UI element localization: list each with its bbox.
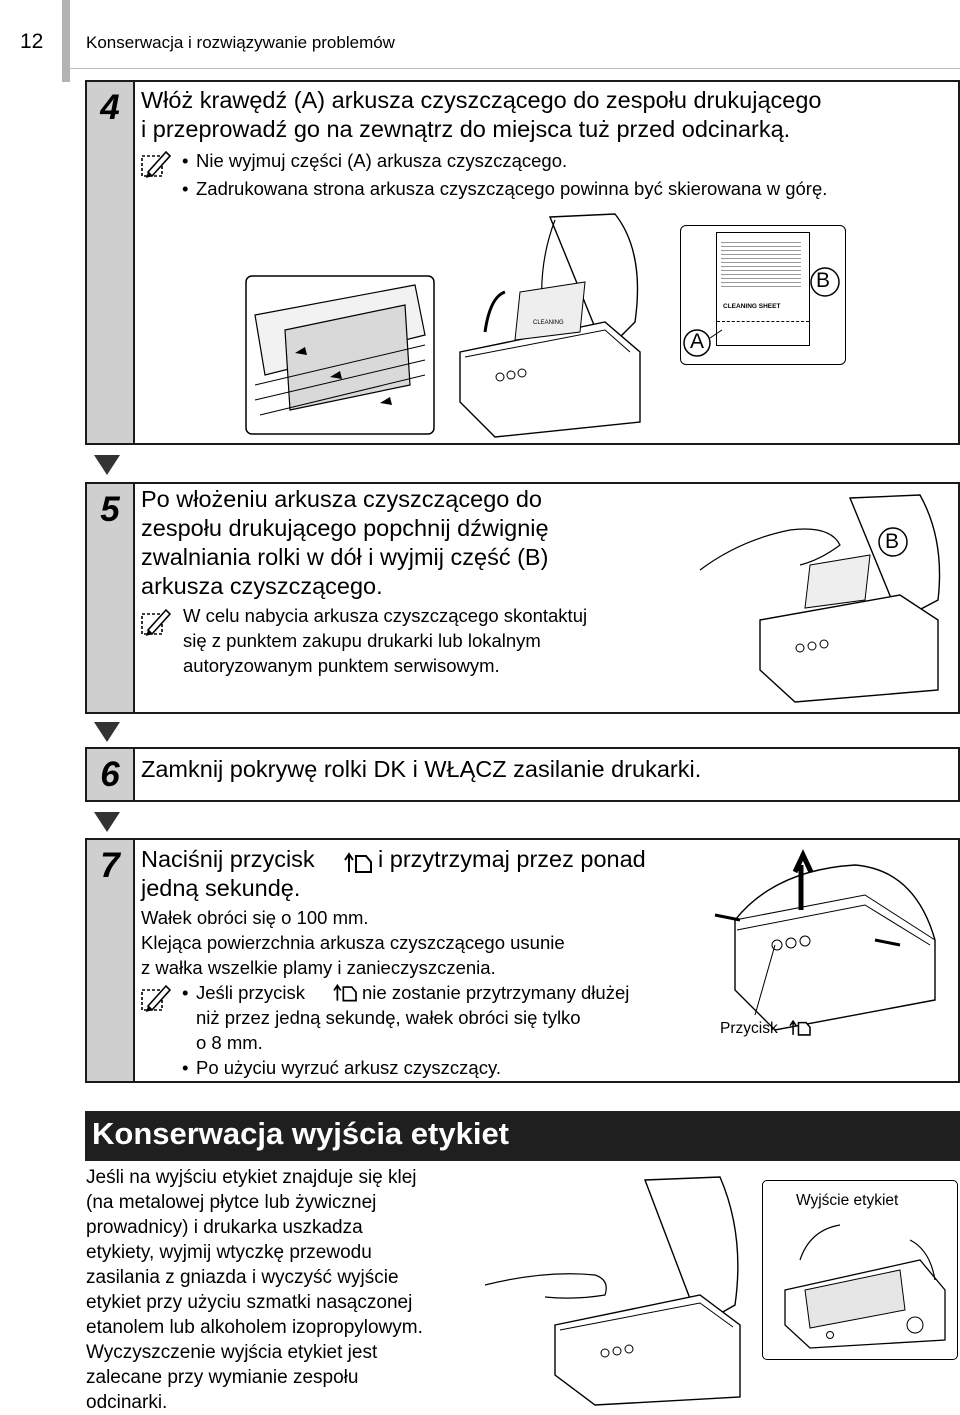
step-7-text-line2: jedną sekundę. [141, 875, 301, 901]
feed-button-icon [343, 850, 373, 876]
note-pencil-icon [140, 146, 174, 180]
maintenance-line: Wyczyszczenie wyjścia etykiet jest [86, 1342, 378, 1363]
step-number: 6 [100, 755, 120, 794]
step-5-note-line3: autoryzowanym punktem serwisowym. [183, 655, 500, 676]
printer-closed-illustration [715, 850, 950, 1040]
step-7-note1-line2: niż przez jedną sekundę, wałek obróci się tylko [196, 1007, 581, 1028]
step-number-column [87, 82, 135, 443]
step-7-sub-line1: Wałek obróci się o 100 mm. [141, 907, 369, 928]
label-b: B [885, 530, 900, 553]
label-output-closeup [780, 1220, 950, 1350]
step-7-text-line1-a: Naciśnij przycisk [141, 846, 315, 872]
step-5-text-line3: zwalniania rolki w dół i wyjmij część (B) [141, 544, 549, 570]
step-arrow-icon [94, 455, 120, 475]
step-number-column [87, 484, 135, 712]
step-4-text-line2: i przeprowadź go na zewnątrz do miejsca tuż przed odcinarką. [141, 116, 791, 142]
printer-open-illustration [455, 212, 655, 437]
printhead-closeup-illustration [245, 275, 435, 435]
step-4-note-1: • Nie wyjmuj części (A) arkusza czyszczącego. [196, 148, 567, 173]
step-number-column [87, 840, 135, 1081]
step-5-note-line2: się z punktem zakupu drukarki lub lokalnym [183, 630, 541, 651]
maintenance-line: (na metalowej płytce lub żywicznej [86, 1192, 377, 1213]
step-7-note1-a: • Jeśli przycisk [196, 980, 305, 1005]
maintenance-line: zalecane przy wymianie zespołu [86, 1367, 359, 1388]
step-number: 5 [100, 490, 120, 529]
maintenance-line: Jeśli na wyjściu etykiet znajduje się klej [86, 1167, 417, 1188]
note-pencil-icon [140, 604, 174, 638]
step-5-text-line1: Po włożeniu arkusza czyszczącego do [141, 486, 543, 512]
step-7-note2: • Po użyciu wyrzuć arkusz czyszczący. [196, 1055, 501, 1080]
step-4-note-2: • Zadrukowana strona arkusza czyszczącego powinna być skierowana w górę. [196, 176, 827, 201]
header-rule [70, 68, 960, 69]
button-callout-label: Przycisk [720, 1020, 778, 1037]
section-title: Konserwacja wyjścia etykiet [92, 1116, 510, 1151]
label-output-label: Wyjście etykiet [796, 1192, 899, 1209]
cleaning-sheet-label: CLEANING SHEET [723, 303, 781, 310]
step-arrow-icon [94, 722, 120, 742]
printer-cleaning-illustration [485, 1175, 750, 1405]
step-5-note-line1: W celu nabycia arkusza czyszczącego skontaktuj [183, 605, 588, 626]
maintenance-line: zasilania z gniazda i wyczyść wyjście [86, 1267, 399, 1288]
maintenance-line: etykiety, wyjmij wtyczkę przewodu [86, 1242, 372, 1263]
maintenance-line: etykiet przy użyciu szmatki nasączonej [86, 1292, 413, 1313]
maintenance-line: prowadnicy) i drukarka uszkadza [86, 1217, 363, 1238]
step-7-text-line1-b: i przytrzymaj przez ponad [378, 846, 646, 872]
step-5-text-line4: arkusza czyszczącego. [141, 573, 383, 599]
printer-remove-sheet-illustration [700, 490, 950, 705]
step-7-sub-line3: z wałka wszelkie plamy i zanieczyszczenia. [141, 957, 496, 978]
step-number-column [87, 749, 135, 800]
cleaning-sheet [716, 232, 810, 346]
header-section-title: Konserwacja i rozwiązywanie problemów [86, 33, 395, 52]
step-number: 7 [100, 846, 120, 885]
feed-button-icon [332, 982, 358, 1004]
feed-button-icon [788, 1018, 812, 1038]
note-pencil-icon [140, 980, 174, 1014]
step-arrow-icon [94, 812, 120, 832]
step-number: 4 [100, 88, 120, 127]
step-6-text: Zamknij pokrywę rolki DK i WŁĄCZ zasilanie drukarki. [141, 756, 702, 782]
maintenance-line: odcinarki. [86, 1392, 168, 1413]
step-7-sub-line2: Klejąca powierzchnia arkusza czyszczącego usunie [141, 932, 565, 953]
page-number: 12 [20, 30, 44, 53]
label-b: B [816, 269, 831, 292]
svg-text:CLEANING: CLEANING [533, 320, 564, 326]
step-7-note1-line3: o 8 mm. [196, 1032, 263, 1053]
label-a: A [690, 330, 705, 353]
header-bar [62, 0, 70, 82]
step-5-text-line2: zespołu drukującego popchnij dźwignię [141, 515, 549, 541]
maintenance-line: etanolem lub alkoholem izopropylowym. [86, 1317, 423, 1338]
step-4-text-line1: Włóż krawędź (A) arkusza czyszczącego do zespołu drukującego [141, 87, 822, 113]
step-7-note1-b: nie zostanie przytrzymany dłużej [362, 982, 630, 1003]
